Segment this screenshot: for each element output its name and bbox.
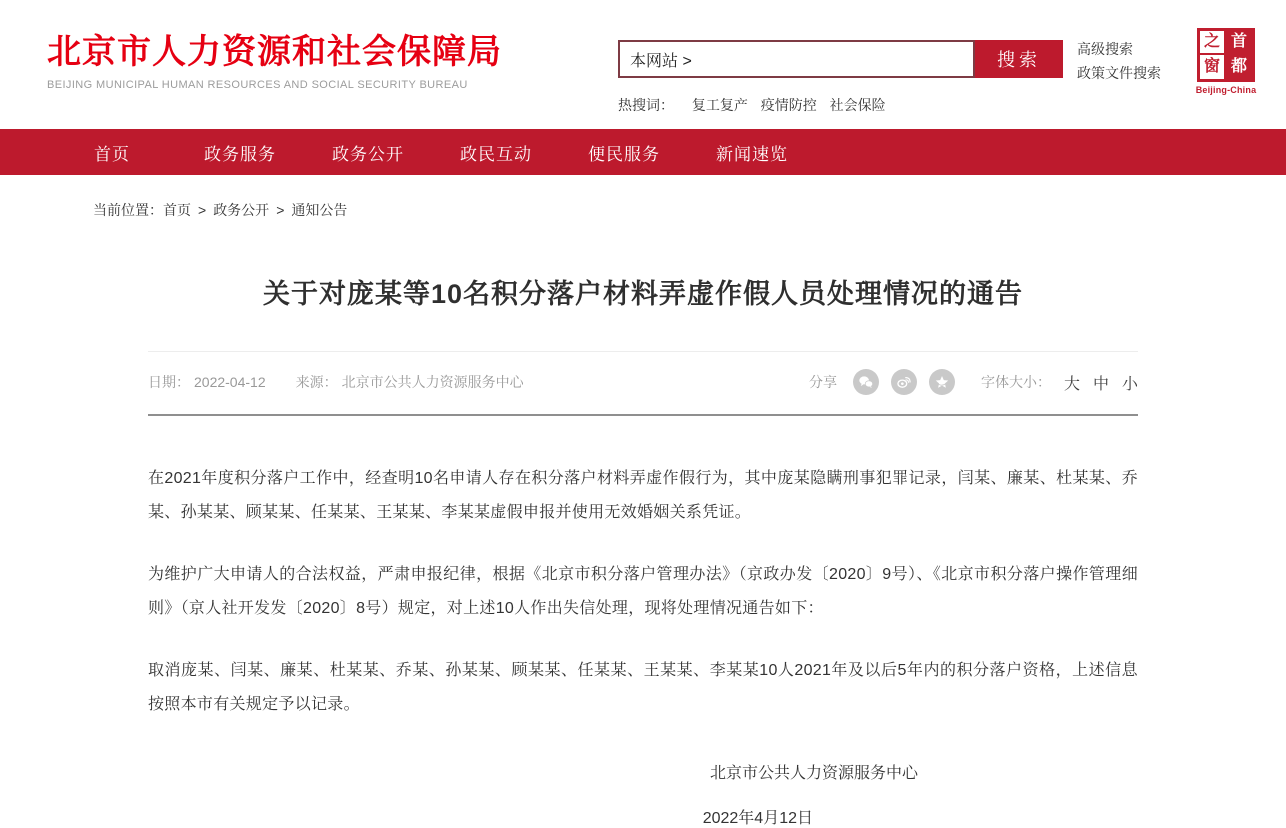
article-paragraph: 取消庞某、闫某、廉某、杜某某、乔某、孙某某、顾某某、任某某、王某某、李某某10人2021年及以后5年内的积分落户资格，上述信息按照本市有关规定予以记录。 (148, 661, 1138, 713)
date-label: 日期： (148, 374, 190, 390)
hot-word-link[interactable]: 复工复产 (691, 96, 748, 113)
capital-window-seal (1197, 28, 1255, 82)
article-date: 2022-04-12 (194, 374, 266, 390)
seal-char: 都 (1226, 55, 1252, 79)
nav-item-government-services[interactable]: 政务服务 (204, 144, 276, 164)
nav-item-news[interactable]: 新闻速览 (716, 144, 788, 164)
hot-search-row (618, 95, 1161, 115)
article-source: 北京市公共人力资源服务中心 (341, 374, 524, 390)
article-signature-date: 2022年4月12日 (702, 810, 813, 828)
policy-search-link[interactable]: 政策文件搜索 (1077, 64, 1161, 81)
site-logo-subtitle: BEIJING MUNICIPAL HUMAN RESOURCES AND SOCIAL SECURITY BUREAU (47, 79, 468, 92)
nav-item-home[interactable]: 首页 (94, 144, 130, 164)
page-title: 关于对庞某等10名积分落户材料弄虚作假人员处理情况的通告 (262, 279, 1024, 309)
search-box (618, 40, 975, 78)
article (93, 272, 1193, 828)
search-area (618, 40, 1161, 115)
nav-item-information-disclosure[interactable]: 政务公开 (332, 144, 404, 164)
article-meta-row (148, 351, 1138, 416)
site-logo[interactable] (47, 34, 502, 91)
nav-item-convenience-services[interactable]: 便民服务 (588, 144, 660, 164)
search-links (1077, 40, 1161, 82)
search-scope-selector[interactable]: 本网站 > (630, 52, 692, 70)
breadcrumb-link-home[interactable]: 首页 (163, 202, 191, 218)
seal-char: 窗 (1200, 55, 1226, 79)
wechat-share-icon[interactable] (853, 369, 879, 395)
font-size-medium[interactable]: 中 (1092, 375, 1109, 393)
breadcrumb-separator: > (276, 202, 285, 218)
search-row (618, 40, 1161, 82)
hot-search-label: 热搜词： (618, 96, 674, 113)
content-container (93, 200, 1193, 828)
article-body (148, 462, 1138, 828)
site-logo-title: 北京市人力资源和社会保障局 (47, 33, 502, 71)
seal-caption: Beijing-China (1195, 85, 1257, 95)
site-header (0, 0, 1286, 129)
source-label: 来源： (295, 374, 338, 390)
weibo-share-icon[interactable] (891, 369, 917, 395)
breadcrumb (93, 200, 1193, 220)
seal-char: 首 (1226, 31, 1252, 55)
seal-char: 之 (1200, 31, 1226, 55)
article-signature: 北京市公共人力资源服务中心 (709, 765, 918, 783)
main-nav (0, 129, 1286, 175)
article-paragraph: 为维护广大申请人的合法权益，严肃申报纪律，根据《北京市积分落户管理办法》（京政办发〔2020〕9号）、《北京市积分落户操作管理细则》（京人社开发发〔2020〕8号）规定，对上述10人作出失信处理，现将处理情况通告如下： (148, 565, 1138, 618)
breadcrumb-link-notices[interactable]: 通知公告 (291, 202, 348, 218)
hot-word-link[interactable]: 社会保险 (829, 96, 886, 113)
breadcrumb-separator: > (198, 202, 207, 218)
capital-window-logo[interactable] (1193, 28, 1259, 95)
hot-word-link[interactable]: 疫情防控 (760, 96, 817, 113)
font-size-large[interactable]: 大 (1063, 375, 1080, 393)
breadcrumb-link-disclosure[interactable]: 政务公开 (213, 202, 270, 218)
font-size-label: 字体大小： (980, 374, 1051, 390)
advanced-search-link[interactable]: 高级搜索 (1077, 41, 1133, 57)
qzone-share-icon[interactable] (929, 369, 955, 395)
search-input[interactable] (692, 42, 973, 76)
article-paragraph: 在2021年度积分落户工作中，经查明10名申请人存在积分落户材料弄虚作假行为，其中庞某隐瞒刑事犯罪记录，闫某、廉某、杜某某、乔某、孙某某、顾某某、任某某、王某某、李某某虚假申报并使用无效婚姻关系凭证。 (148, 470, 1138, 522)
share-label: 分享 (808, 374, 837, 390)
font-size-small[interactable]: 小 (1121, 375, 1138, 393)
nav-item-public-interaction[interactable]: 政民互动 (460, 144, 532, 164)
breadcrumb-label: 当前位置： (93, 202, 163, 218)
article-meta-right (809, 369, 1138, 395)
search-button[interactable]: 搜索 (975, 40, 1063, 78)
article-meta-left (148, 372, 524, 392)
